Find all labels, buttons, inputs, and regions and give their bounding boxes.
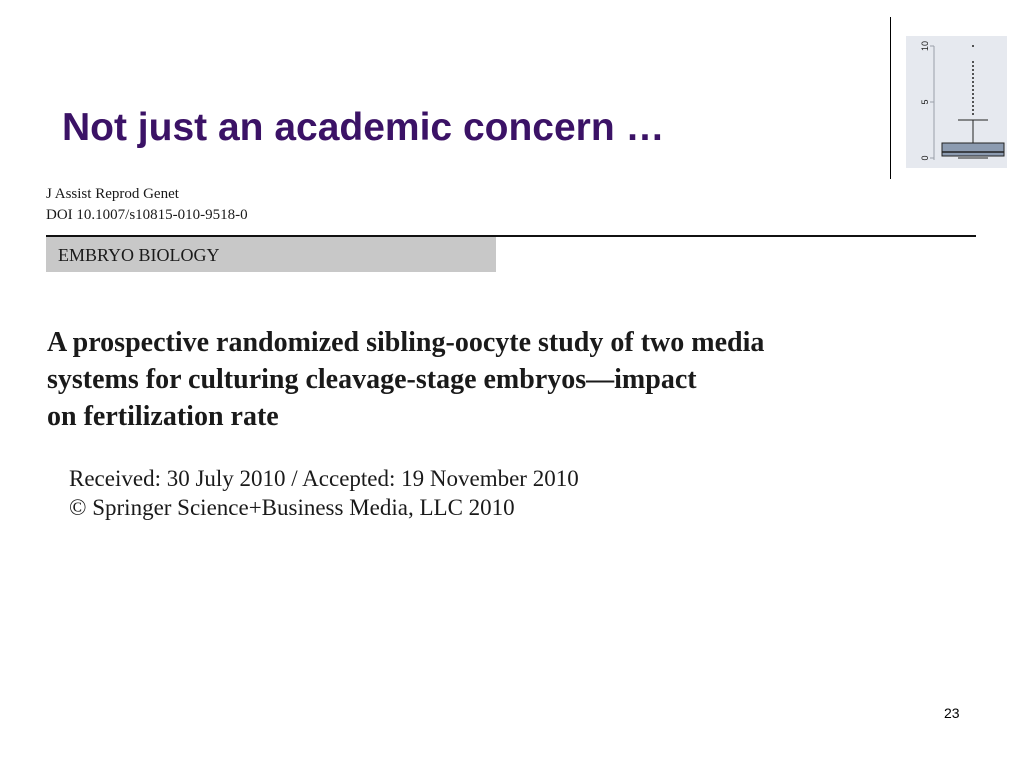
paper-title-line: systems for culturing cleavage-stage embryos—impact <box>47 364 697 395</box>
tick-label-10: 10 <box>920 40 930 52</box>
page-number: 23 <box>944 705 960 721</box>
doi: DOI 10.1007/s10815-010-9518-0 <box>46 207 248 223</box>
tick-label-0: 0 <box>920 155 930 161</box>
tick-label-5: 5 <box>920 99 930 105</box>
paper-title <box>47 324 764 435</box>
received-dates: Received: 30 July 2010 / Accepted: 19 November 2010 <box>69 466 579 491</box>
vertical-divider <box>890 17 891 179</box>
paper-title-line: on fertilization rate <box>47 401 279 432</box>
paper-title-line: A prospective randomized sibling-oocyte study of two media <box>47 327 765 358</box>
slide-title: Not just an academic concern … <box>62 106 665 149</box>
outlier-points <box>972 45 974 115</box>
box <box>942 143 1004 156</box>
journal-name: J Assist Reprod Genet <box>46 186 179 202</box>
copyright: © Springer Science+Business Media, LLC 2010 <box>69 495 515 520</box>
boxplot-thumbnail <box>906 36 1007 168</box>
section-label: EMBRYO BIOLOGY <box>58 245 220 265</box>
